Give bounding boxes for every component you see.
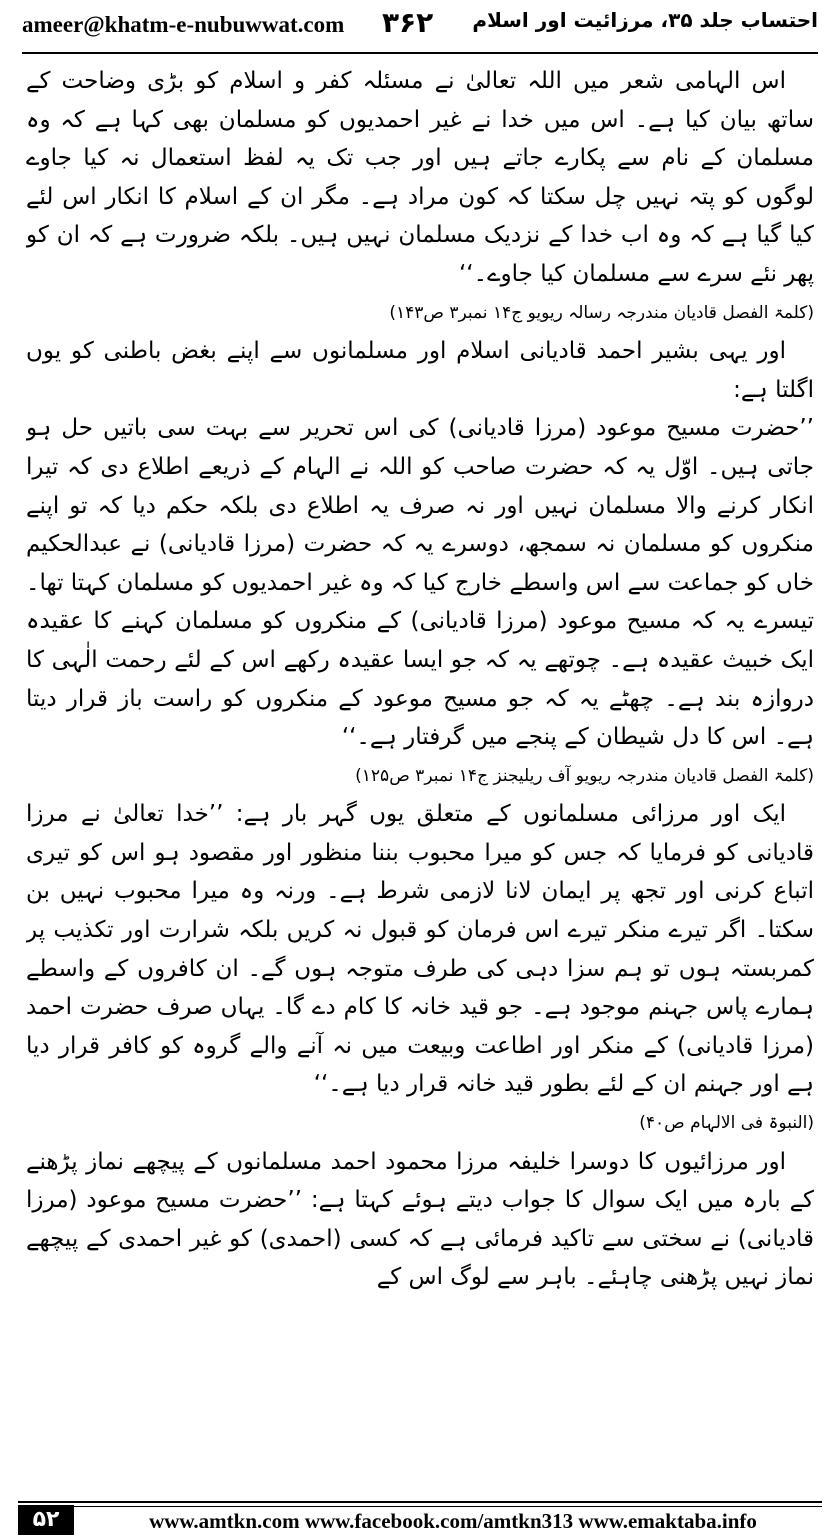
- reference-3: (النبوۃ فی الالہام ص۴۰): [639, 1113, 814, 1134]
- reference-1: (کلمۃ الفصل قادیان مندرجہ رسالہ ریویو ج۱۴ نمبر۳ ص۱۴۳): [389, 302, 814, 323]
- footer-divider: [18, 1501, 822, 1503]
- paragraph-3: ’’حضرت مسیح موعود (مرزا قادیانی) کی اس تحریر سے بہت سی باتیں حل ہو جاتی ہیں۔ اوّل یہ کہ حضرت صاحب کو اللہ نے الہام کے ذریعے اطلاع دی کہ تیرا انکار کرنے والا مسلمان نہیں اور نہ صرف یہ اطلاع دی بلکہ حکم دیا کہ تو اپنے منکروں کو مسلمان نہ سمجھ، دوسرے یہ کہ حضرت (مرزا قادیانی) نے عبدالحکیم خاں کو جماعت سے اس واسطے خارج کیا کہ وہ غیر احمدیوں کو مسلمان کہتا تھا۔ تیسرے یہ کہ مسیح موعود (مرزا قادیانی) کے منکروں کو مسلمان کہنے کا عقیدہ ایک خبیث عقیدہ ہے۔ چوتھے یہ کہ جو ایسا عقیدہ رکھے اس کے لئے رحمت الٰہی کا دروازہ بند ہے۔ چھٹے یہ کہ جو مسیح موعود کے منکروں کو راست باز قرار دیتا ہے۔ اس کا دل شیطان کے پنجے میں گرفتار ہے۔‘‘: [26, 415, 814, 751]
- paragraph-4: ایک اور مرزائی مسلمانوں کے متعلق یوں گہر بار ہے: ’’خدا تعالیٰ نے مرزا قادیانی کو فرمایا کہ جس کو میرا محبوب بننا منظور اور مقصود ہو اس کو تیری اتباع کرنی اور تجھ پر ایمان لانا لازمی شرط ہے۔ ورنہ وہ میرا محبوب نہیں بن سکتا۔ اگر تیرے منکر تیرے اس فرمان کو قبول نہ کریں بلکہ شرارت اور تکذیب پر کمربستہ ہوں تو ہم سزا دہی کی طرف متوجہ ہوں گے۔ ان کافروں کے واسطے ہمارے پاس جہنم موجود ہے۔ جو قید خانہ کا کام دے گا۔ یہاں صرف حضرت احمد (مرزا قادیانی) کے منکر اور اطاعت وبیعت میں نہ آنے والے گروہ کو کافر قرار دیا ہے اور جہنم ان کے لئے بطور قید خانہ قرار دیا ہے۔‘‘: [26, 801, 814, 1098]
- page-footer: [18, 1497, 822, 1533]
- paragraph-2: اور یہی بشیر احمد قادیانی اسلام اور مسلمانوں سے اپنے بغض باطنی کو یوں اگلتا ہے:: [26, 338, 814, 403]
- footer-urls: www.amtkn.com www.facebook.com/amtkn313 www.emaktaba.info: [149, 1509, 757, 1533]
- paragraph-5: اور مرزائیوں کا دوسرا خلیفہ مرزا محمود احمد مسلمانوں کے پیچھے نماز پڑھنے کے بارہ میں ایک سوال کا جواب دیتے ہوئے کہتا ہے: ’’حضرت مسیح موعود (مرزا قادیانی) نے سختی سے تاکید فرمائی ہے کہ کسی (احمدی) کو غیر احمدی کے پیچھے نماز نہیں پڑھنی چاہئے۔ باہر سے لوگ اس کے: [26, 1148, 814, 1291]
- page-header: [22, 6, 818, 46]
- header-email: ameer@khatm-e-nubuwwat.com: [22, 12, 345, 37]
- header-divider: [22, 52, 818, 54]
- header-book-title: احتساب جلد ۳۵، مرزائیت اور اسلام: [472, 8, 818, 32]
- page-body: [26, 62, 814, 1482]
- header-page-number: ۳۶۲: [382, 6, 434, 39]
- footer-page-number: ۵۲: [18, 1505, 74, 1535]
- reference-2: (کلمۃ الفصل قادیان مندرجہ ریویو آف ریلیجنز ج۱۴ نمبر۳ ص۱۲۵): [355, 765, 814, 786]
- footer-divider-thin: [18, 1506, 822, 1507]
- paragraph-1: اس الہامی شعر میں اللہ تعالیٰ نے مسئلہ کفر و اسلام کو بڑی وضاحت کے ساتھ بیان کیا ہے۔ اس میں خدا نے غیر احمدیوں کو مسلمان بھی کہا ہے کہ وہ مسلمان کے نام سے پکارے جاتے ہیں اور جب تک یہ لفظ استعمال نہ کیا جاوے لوگوں کو پتہ نہیں چل سکتا کہ کون مراد ہے۔ مگر ان کے اسلام کا انکار اس لئے کیا گیا ہے کہ وہ اب خدا کے نزدیک مسلمان نہیں ہیں۔ بلکہ ضرورت ہے کہ ان کو پھر نئے سرے سے مسلمان کیا جاوے۔‘‘: [26, 68, 814, 287]
